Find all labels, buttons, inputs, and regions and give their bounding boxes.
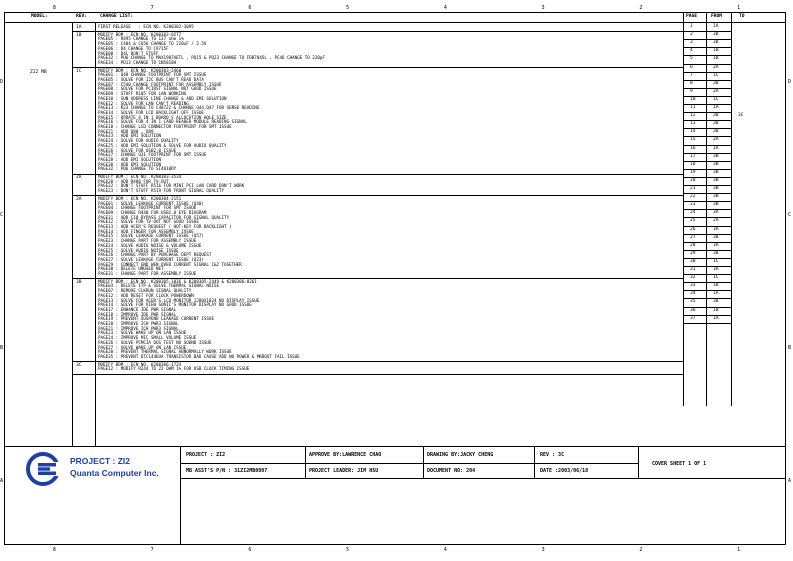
change-line: PAGE01 : SOLVE LEAKAGE CURRENT ISSUE (Q40)	[98, 200, 204, 206]
zone-letter: C	[788, 211, 792, 218]
change-line: PAGE30 : DELETE UNUSED NET	[98, 266, 164, 272]
change-line: MODIFY BOM : ECN NO. K200303-3534	[98, 174, 182, 179]
page-cell-page: 37	[690, 315, 696, 321]
change-line: PAGE15 : SOLVE LEAKAGE CURRENT ISSUE (Q57)	[98, 233, 204, 239]
page-cell-page: 30	[690, 258, 696, 264]
zone-number: 6	[248, 5, 252, 11]
date-field: DATE :2003/06/18	[540, 468, 589, 474]
page-cell-page: 19	[690, 169, 696, 175]
change-line: PAGE15 : UPDATE 4 IN 1 BOARD'S ALLOCATION HOLE SIZE	[98, 114, 227, 120]
change-line: PAGE13 : R23 CHANGE TO C48722 & CHANGE Q44,Q47 FOR SENSE READING	[98, 105, 260, 111]
page-row	[683, 217, 783, 225]
change-line: PAGE35 : PREVENT DTC144EUA TRANSISTOR BAD CAUSE ADD NO POWER & MKBOOT FAIL ISSUE	[98, 353, 300, 359]
change-line: PAGE30 : ADD EMI SOLUTION	[98, 161, 162, 167]
page-cell-from: 2A	[713, 137, 719, 143]
change-line: PAGE34 : PD13 CHANGE TO 1N5818H	[98, 59, 177, 65]
page-row	[683, 201, 783, 209]
page-row	[683, 112, 783, 120]
page-cell-from: 3B	[713, 161, 719, 167]
page-cell-from: 1C	[713, 258, 719, 264]
zone-number: 8	[52, 5, 56, 11]
page-row	[683, 315, 783, 323]
change-line: PAGE24 : IMPROVE MIC SMALL VOLUME ISSUE	[98, 335, 197, 341]
change-line: PAGE21 : ADD Q88 , Q89	[98, 128, 154, 134]
page-row	[683, 104, 783, 112]
zone-number: 2	[639, 5, 643, 11]
zone-number: 5	[346, 547, 350, 553]
page-cell-from: 3B	[713, 194, 719, 200]
page-cell-from: 3B	[713, 299, 719, 305]
page-cell-from: 3B	[713, 202, 719, 208]
page-row	[683, 193, 783, 201]
header-change-list: CHANGE LIST:	[100, 14, 134, 19]
page-row	[683, 274, 783, 282]
title-block-line	[180, 446, 181, 545]
zone-number: 2	[639, 547, 643, 553]
section-rev: 3C	[76, 362, 82, 368]
zone-number: 7	[150, 5, 154, 11]
page-row	[683, 31, 783, 39]
page-row	[683, 307, 783, 315]
change-line: PAGE10 : SUN ADDRESS LINE CHANGE & ADD EMI SOLUTION	[98, 95, 227, 101]
page-cell-page: 25	[690, 218, 696, 224]
page-row	[683, 88, 783, 96]
section-rev: 2A	[76, 196, 82, 202]
zone-letter: A	[0, 478, 4, 485]
change-line: PAGE05 : SOLVE FOR I2C BUS CAN'T READ DATA	[98, 77, 204, 82]
page-cell-page: 23	[690, 202, 696, 208]
page-cell-page: 18	[690, 161, 696, 167]
change-line: PAGE24 : SOLVE AUDIO NOISE & VOLUME ISSUE	[98, 242, 202, 248]
page-cell-page: 5	[690, 56, 693, 62]
page-row	[683, 185, 783, 193]
page-cell-from: 3A	[713, 242, 719, 248]
change-line: PAGE20 : IMPROVE ICH PWR3 SIGNAL	[98, 321, 179, 326]
page-row	[683, 96, 783, 104]
page-cell-page: 3	[690, 40, 693, 46]
drawing-field: DRAWING BY:JACKY CHENG	[427, 452, 494, 458]
header-from: FROM	[711, 14, 723, 19]
title-block-line	[180, 463, 638, 464]
page-row	[683, 80, 783, 88]
change-line: PAGE12 : MODIFY R244 TO 22 OHM 1% FOR USB CLOCK TIMING ISSUE	[98, 366, 250, 372]
change-line: PAGE26 : SOLVE PCMCIA DOS TEST NO SOUND ISSUE	[98, 339, 212, 345]
col-line	[95, 22, 96, 446]
change-line: PAGE24 : SOLVE FOR AUDIO QUALITY	[98, 138, 179, 144]
change-line: PAGE22 : DON'T STUFF R516 FOR MINI PCI LAN CARD DON'T WORK	[98, 183, 245, 189]
title-block-top	[4, 446, 786, 447]
page-cell-from: 3A	[713, 267, 719, 272]
change-line: PAGE14 : SOLVE FOR LCD BACKLIGHT OFF ISSUE	[98, 109, 204, 115]
change-line: PAGE16 : SOLVE FOR 4 IN 1 CARD READER MODULE READING SIGNAL	[98, 119, 247, 125]
page-cell-to: 3C	[738, 113, 744, 119]
change-line: PAGE27 : SOLVE LEAKAGE CURRENT ISSUE (Q23)	[98, 256, 204, 262]
page-row	[683, 282, 783, 290]
page-cell-page: 7	[690, 72, 693, 78]
change-line: MODIFY BOM : ECN NO. K200305-1836 & K200305-2449 & K200306-0261	[98, 278, 257, 284]
zone-letter: A	[788, 478, 792, 485]
project-field: PROJECT : ZI2	[186, 452, 226, 458]
title-block-line	[305, 446, 306, 478]
zone-number: 5	[346, 5, 350, 11]
page-cell-page: 4	[690, 48, 693, 54]
page-cell-from: 1C	[713, 275, 719, 281]
change-line: MODIFY BOM : ECN NO. K200304-2151	[98, 195, 182, 201]
zone-number: 8	[52, 547, 56, 553]
page-cell-page: 21	[690, 186, 696, 191]
section-rev: 1C	[76, 68, 82, 74]
page-cell-page: 17	[690, 153, 696, 159]
change-line: MODIFY BOM : ECN NO. K200306-1724	[98, 361, 182, 367]
page-cell-from: 3B	[713, 186, 719, 191]
change-line: PAGE09 : STUFF R105 FOR LAN WORKING	[98, 91, 187, 97]
page-cell-page: 12	[690, 113, 696, 119]
change-line: PAGE19 : PREVENT SUSPEND LEAKAGE CURRENT ISSUE	[98, 316, 214, 322]
change-line: PAGE12 : ADD RESET FOR CLOCK POWERDOWN	[98, 292, 194, 298]
change-line: PAGE28 : ADD EMI SOLUTION	[98, 156, 162, 162]
header-model: MODEL:	[31, 14, 48, 19]
page-row	[683, 64, 783, 72]
change-line: PAGE17 : ENHANCE IDE PWR SIGNAL	[98, 306, 177, 312]
page-cell-from: 3A	[713, 226, 719, 232]
page-cell-from: 1B	[713, 283, 719, 289]
page-cell-from: 1B	[713, 48, 719, 54]
page-row	[683, 250, 783, 258]
page-cell-from: 3B	[713, 129, 719, 135]
title-block-line	[180, 478, 786, 479]
logo-project-label: PROJECT : ZI2	[70, 456, 130, 466]
page-cell-page: 31	[690, 267, 696, 272]
document-no-field: DOCUMENT NO: 204	[427, 468, 476, 474]
page-row	[683, 258, 783, 266]
zone-letter: C	[0, 211, 4, 218]
page-cell-from: 1C	[713, 96, 719, 102]
approve-field: APPROVE BY:LAWRENCE CHAO	[309, 452, 382, 458]
title-block-line	[534, 446, 535, 478]
page-cell-from: 1A	[713, 315, 719, 321]
page-row	[683, 39, 783, 47]
change-line: PAGE07 : C540 CHANGE FOOTPRINT FOR ASSEMBLY ISSUE	[98, 81, 222, 87]
page-cell-page: 2	[690, 32, 693, 38]
page-cell-from: 1A	[713, 145, 719, 151]
page-row	[683, 266, 783, 274]
page-row	[683, 23, 783, 31]
page-cell-page: 9	[690, 88, 693, 94]
section-rev: 3B	[76, 279, 82, 285]
page-row	[683, 153, 783, 161]
zone-number: 1	[737, 5, 741, 11]
page-row	[683, 234, 783, 242]
page-cell-from: 3B	[713, 121, 719, 127]
page-row	[683, 145, 783, 153]
change-line: PAGE06 : D4 CHANGE TO C9715F	[98, 45, 169, 51]
page-cell-page: 29	[690, 250, 696, 256]
zone-number: 3	[541, 5, 545, 11]
change-line: PAGE03 : DELETE ITP & SOLVE THERMAL SIGNAL NOISE	[98, 283, 220, 289]
header-divider	[4, 22, 786, 23]
page-cell-page: 22	[690, 194, 696, 200]
page-row	[683, 47, 783, 55]
page-row	[683, 290, 783, 298]
change-line: PAGE28 : PREVENT THERMAL SIGNAL ABNORMALLY WORK ISSUE	[98, 349, 232, 355]
rev-field: REV : 3C	[540, 452, 565, 458]
page-row	[683, 55, 783, 63]
zone-number: 3	[541, 547, 545, 553]
change-line: PAGE23 : CHANGE PART FOR ASSEMBLY ISSUE	[98, 238, 197, 244]
change-line: PAGE25 : ADD EMI SOLUTION & SOLVE FOR AUDIO QUALITY	[98, 142, 227, 148]
page-row	[683, 177, 783, 185]
page-cell-page: 8	[690, 80, 693, 86]
change-line: PAGE04 : CHANGE FOOTPRINT FOR SMT ISSUE	[98, 205, 197, 211]
page-cell-from: 2A	[713, 64, 719, 70]
model-value: ZI2 MB	[30, 70, 47, 75]
quanta-logo-icon	[26, 452, 60, 486]
page-cell-page: 34	[690, 291, 696, 297]
change-line: MODIFY BOM : ECN NO. K200303-2460	[98, 67, 182, 73]
change-line: PAGE27 : CHANGE Q31 FOOTPRINT FOR SMT ISSUE	[98, 152, 207, 158]
change-line: PAGE07 : REMOVE CLKRUN SIGNAL QUALITY	[98, 288, 192, 294]
page-cell-page: 32	[690, 275, 696, 281]
page-row	[683, 169, 783, 177]
page-cell-page: 10	[690, 96, 696, 102]
page-cell-from: 3B	[713, 80, 719, 86]
header-page: PAGE	[686, 14, 698, 19]
change-line: PAGE23 : SOLVE WAKE UP ON LAN ISSUE	[98, 330, 187, 336]
change-line: PAGE12 : SOLVE FOR TV-OUT NOT GOOD ISSUE	[98, 219, 199, 225]
zone-number: 4	[443, 547, 447, 553]
page-row	[683, 298, 783, 306]
zone-number: 4	[443, 5, 447, 11]
change-line: PAGE26 : CHANGE PART BY PURCHASE DEPT REQUEST	[98, 252, 212, 258]
page-row	[683, 209, 783, 217]
page-cell-page: 6	[690, 64, 693, 70]
page-cell-page: 28	[690, 242, 696, 248]
page-cell-from: 3B	[713, 113, 719, 119]
mb-asst-field: MB ASST'S P/N : 31ZI2MB0007	[186, 468, 268, 474]
change-line: PAGE13 : SOLVE FOR ACER'S LCD MONITOR 1280X1024 NO DISPLAY ISSUE	[98, 297, 260, 303]
change-line: PAGE29 : CONNECT GND WEN OVER CURRENT SIGNAL 1&2 TOGETHER	[98, 261, 242, 267]
change-line: PAGE08 : SOLVE FOR PCIRST SIGNAL NOT GOOD ISSUE	[98, 86, 217, 92]
page-cell-page: 11	[690, 105, 696, 110]
page-row	[683, 72, 783, 80]
zone-number: 6	[248, 547, 252, 553]
change-line: PAGE23 : DON'T STUFF R519 FOR FRONT SIGNAL QUALITY	[98, 188, 225, 194]
page-cell-page: 16	[690, 145, 696, 151]
page-cell-from: 2A	[713, 88, 719, 94]
page-cell-page: 24	[690, 210, 696, 216]
change-line: MODIFY BOM : ECN NO. K200303-0277	[98, 31, 182, 37]
col-line	[72, 22, 73, 446]
change-line: PAGE20 : ADD R480 FOR TV-OUT	[98, 178, 169, 184]
page-cell-from: 3B	[713, 40, 719, 46]
change-line: PAGE05 : R495 CHANGE TO 127 ohm 1%	[98, 36, 184, 42]
page-cell-page: 27	[690, 234, 696, 240]
page-row-divider	[683, 323, 731, 324]
header-rev: REV:	[76, 14, 88, 19]
page-cell-page: 33	[690, 283, 696, 289]
page-cell-page: 36	[690, 307, 696, 313]
zone-number: 1	[737, 547, 741, 553]
page-cell-page: 20	[690, 177, 696, 183]
page-cell-from: 2A	[713, 218, 719, 224]
page-row	[683, 120, 783, 128]
page-cell-from: 3A	[713, 210, 719, 216]
zone-letter: B	[788, 345, 792, 352]
page-cell-from: 1A	[713, 24, 719, 29]
page-cell-from: 3B	[713, 250, 719, 256]
change-line: PAGE21 : IMPROVE ICH PWR3 SIGNAL	[98, 325, 179, 331]
change-line: PAGE14 : SOLVE FOR VIEW SONIC'S MONITOR DISPLAY NO GOOD ISSUE	[98, 302, 252, 308]
zone-number: 7	[150, 547, 154, 553]
page-row	[683, 226, 783, 234]
change-line: PAGE11 : ADD C10 BYPASS CAPACITOR FOR SIGNAL QUALITY	[98, 214, 230, 220]
change-line: PAGE32 : PU6 CHANGE TO MAX1907AETL , PQ15 & PQ23 CHANGE TO FDB7045L , PC46 CHANGE TO 220pF	[98, 55, 325, 61]
change-line: PAGE08 : D4L DON'T STUFF	[98, 50, 159, 56]
change-line: PAGE05 : C404 & C656 CHANGE TO 220uF / 2.5V	[98, 41, 207, 47]
page-row	[683, 128, 783, 136]
page-row	[683, 136, 783, 144]
change-line: PAGE18 : CHANGE LCD CONNECTOR FOOTPRINT FOR SMT ISSUE	[98, 124, 232, 129]
company-name: Quanta Computer Inc.	[70, 468, 159, 478]
change-line: PAGE32 : PQ6 CHANGE TO SI4810DY	[98, 166, 177, 172]
change-line: PAGE12 : SOLVE FOR LAN CAN'T READING	[98, 100, 189, 106]
change-line: FIRST RELEASE : ECN NO. K200302-3095	[98, 24, 194, 29]
project-leader-field: PROJECT LEADER: JIM HSU	[309, 468, 379, 474]
zone-letter: B	[0, 345, 4, 352]
page-cell-page: 13	[690, 121, 696, 127]
page-row	[683, 161, 783, 169]
change-line: PAGE09 : CHANGE R440 FOR USB2.0 EYE DIAGRAM	[98, 209, 207, 215]
page-cell-from: 3B	[713, 177, 719, 183]
page-cell-from: 1A	[713, 291, 719, 297]
header-to: TO	[739, 14, 745, 19]
page-cell-page: 35	[690, 299, 696, 305]
page-cell-from: 3B	[713, 32, 719, 38]
cover-sheet-field: COVER SHEET 1 OF 1	[652, 461, 707, 467]
page-cell-from: 3B	[713, 234, 719, 240]
page-cell-from: 1B	[713, 56, 719, 62]
change-line: PAGE27 : SOLVE WAKE UP ON LAN ISSUE	[98, 344, 187, 350]
page-cell-page: 1	[690, 24, 693, 29]
zone-letter: D	[0, 78, 4, 85]
change-line: PAGE25 : SOLVE AUDIO NOISE ISSUE	[98, 247, 179, 253]
change-line: PAGE13 : ADD ACER'S REQUEST ( HOT-KEY FOR BACKLIGHT )	[98, 224, 232, 229]
page-cell-from: 3B	[713, 169, 719, 175]
zone-letter: D	[788, 78, 792, 85]
title-block-line	[638, 446, 639, 478]
change-line: PAGE23 : ADD EMI SOLUTION	[98, 133, 162, 139]
page-cell-page: 15	[690, 137, 696, 143]
change-line: PAGE26 : SOLVE FOR USB2.0 ISSUE	[98, 147, 177, 153]
change-line: PAGE14 : ADD FINGER FOR ASSEMBLY ISSUE	[98, 228, 194, 234]
page-cell-from: 3B	[713, 153, 719, 159]
section-divider	[72, 374, 683, 375]
change-line: PAGE18 : IMPROVE IDE PWR SIGNAL	[98, 311, 177, 317]
page-row	[683, 242, 783, 250]
page-cell-page: 14	[690, 129, 696, 135]
change-line: PAGE01 : Q40 CHANGE FOOTPRINT FOR SMT ISSUE	[98, 72, 207, 78]
page-cell-from: 1C	[713, 72, 719, 78]
section-rev: 1A	[76, 25, 82, 30]
section-rev: 1B	[76, 32, 82, 38]
page-cell-page: 26	[690, 226, 696, 232]
title-block-line	[423, 446, 424, 478]
change-line: PAGE31 : CHANGE PART FOR ASSEMBLY ISSUE	[98, 271, 197, 276]
page-cell-from: 1A	[713, 105, 719, 110]
section-rev: 2A	[76, 175, 82, 180]
page-cell-from: 1B	[713, 307, 719, 313]
